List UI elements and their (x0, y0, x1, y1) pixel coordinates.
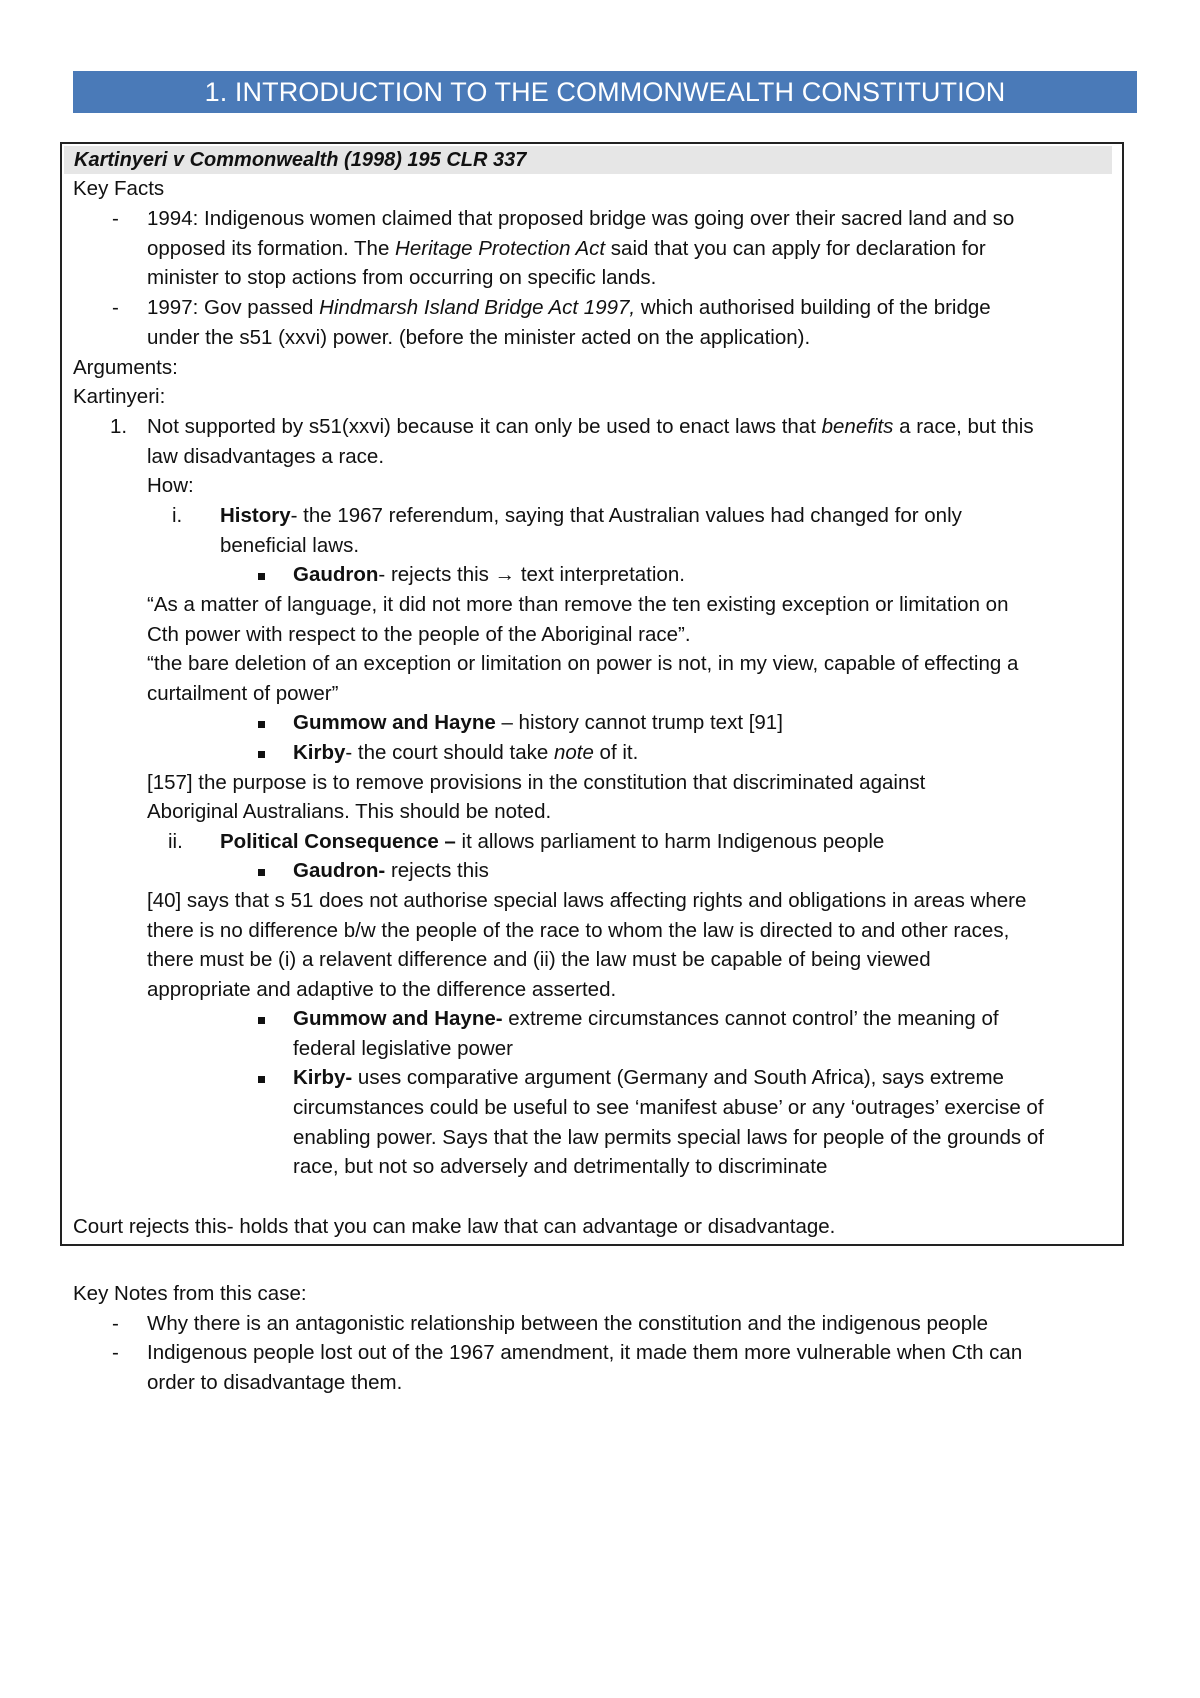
page-title: 1. INTRODUCTION TO THE COMMONWEALTH CONSTITUTION (73, 71, 1137, 113)
key-notes-label: Key Notes from this case: (73, 1282, 307, 1305)
gummow-hayne-political-line-2: federal legislative power (293, 1037, 513, 1060)
case-heading: Kartinyeri v Commonwealth (1998) 195 CLR 337 (64, 146, 1112, 174)
para-40-line-4: appropriate and adaptive to the difference asserted. (147, 978, 617, 1001)
court-conclusion: Court rejects this- holds that you can make law that can advantage or disadvantage. (73, 1215, 836, 1238)
history-line-1: History- the 1967 referendum, saying that Australian values had changed for only (220, 504, 962, 527)
gummow-hayne-political-item: Gummow and Hayne- extreme circumstances cannot control’ the meaning of (293, 1007, 999, 1030)
square-bullet-icon (258, 869, 265, 876)
kirby-political-line-3: enabling power. Says that the law permits special laws for people of the grounds of (293, 1126, 1044, 1149)
para-40-line-3: there must be (i) a relavent difference and (ii) the law must be capable of being viewed (147, 948, 931, 971)
fact-2-bullet: - (112, 296, 119, 319)
note-2-line-2: order to disadvantage them. (147, 1371, 403, 1394)
note-1: Why there is an antagonistic relationship between the constitution and the indigenous people (147, 1312, 989, 1335)
quote-2-line-2: curtailment of power” (147, 682, 339, 705)
kartinyeri-label: Kartinyeri: (73, 385, 166, 408)
square-bullet-icon (258, 1076, 265, 1083)
fact-1-bullet: - (112, 207, 119, 230)
sub-ii-numeral: ii. (168, 830, 183, 853)
gaudron-history-item: Gaudron- rejects this → text interpretation. (293, 563, 685, 586)
quote-1-line-1: “As a matter of language, it did not more than remove the ten existing exception or limitation on (147, 593, 1009, 616)
gaudron-political-item: Gaudron- rejects this (293, 859, 489, 882)
arg-1-line-1: Not supported by s51(xxvi) because it can only be used to enact laws that benefits a race, but this (147, 415, 1034, 438)
key-facts-label: Key Facts (73, 177, 165, 200)
para-40-line-1: [40] says that s 51 does not authorise special laws affecting rights and obligations in areas where (147, 889, 1027, 912)
gummow-hayne-history-item: Gummow and Hayne – history cannot trump text [91] (293, 711, 783, 734)
fact-1-line-3: minister to stop actions from occurring on specific lands. (147, 266, 657, 289)
quote-1-line-2: Cth power with respect to the people of the Aboriginal race”. (147, 623, 691, 646)
arguments-label: Arguments: (73, 356, 178, 379)
fact-1-line-2: opposed its formation. The Heritage Protection Act said that you can apply for declaration for (147, 237, 986, 260)
arg-1-how: How: (147, 474, 194, 497)
kirby-political-item: Kirby- uses comparative argument (Germany and South Africa), says extreme (293, 1066, 1004, 1089)
note-2-bullet: - (112, 1341, 119, 1364)
hindmarsh-act-title: Hindmarsh Island Bridge Act 1997, (319, 296, 636, 319)
kirby-history-item: Kirby- the court should take note of it. (293, 741, 639, 764)
quote-2-line-1: “the bare deletion of an exception or limitation on power is not, in my view, capable of effecting a (147, 652, 1019, 675)
political-consequence-line: Political Consequence – it allows parliament to harm Indigenous people (220, 830, 885, 853)
fact-1-line-1: 1994: Indigenous women claimed that proposed bridge was going over their sacred land and so (147, 207, 1015, 230)
para-157-line-2: Aboriginal Australians. This should be noted. (147, 800, 552, 823)
heritage-act-title: Heritage Protection Act (395, 237, 606, 260)
arrow-right-icon: → (494, 563, 516, 586)
kirby-political-line-2: circumstances could be useful to see ‘manifest abuse’ or any ‘outrages’ exercise of (293, 1096, 1044, 1119)
kirby-political-line-4: race, but not so adversely and detrimentally to discriminate (293, 1155, 828, 1178)
square-bullet-icon (258, 751, 265, 758)
history-line-2: beneficial laws. (220, 534, 360, 557)
note-2-line-1: Indigenous people lost out of the 1967 amendment, it made them more vulnerable when Cth can (147, 1341, 1023, 1364)
square-bullet-icon (258, 1017, 265, 1024)
square-bullet-icon (258, 721, 265, 728)
arg-1-line-2: law disadvantages a race. (147, 445, 385, 468)
arg-1-number: 1. (110, 415, 128, 438)
para-157-line-1: [157] the purpose is to remove provisions in the constitution that discriminated against (147, 771, 926, 794)
square-bullet-icon (258, 573, 265, 580)
para-40-line-2: there is no difference b/w the people of the race to whom the law is directed to and other races, (147, 919, 1010, 942)
note-1-bullet: - (112, 1312, 119, 1335)
fact-2-line-2: under the s51 (xxvi) power. (before the minister acted on the application). (147, 326, 811, 349)
fact-2-line-1: 1997: Gov passed Hindmarsh Island Bridge Act 1997, which authorised building of the bridge (147, 296, 991, 319)
sub-i-numeral: i. (172, 504, 183, 527)
